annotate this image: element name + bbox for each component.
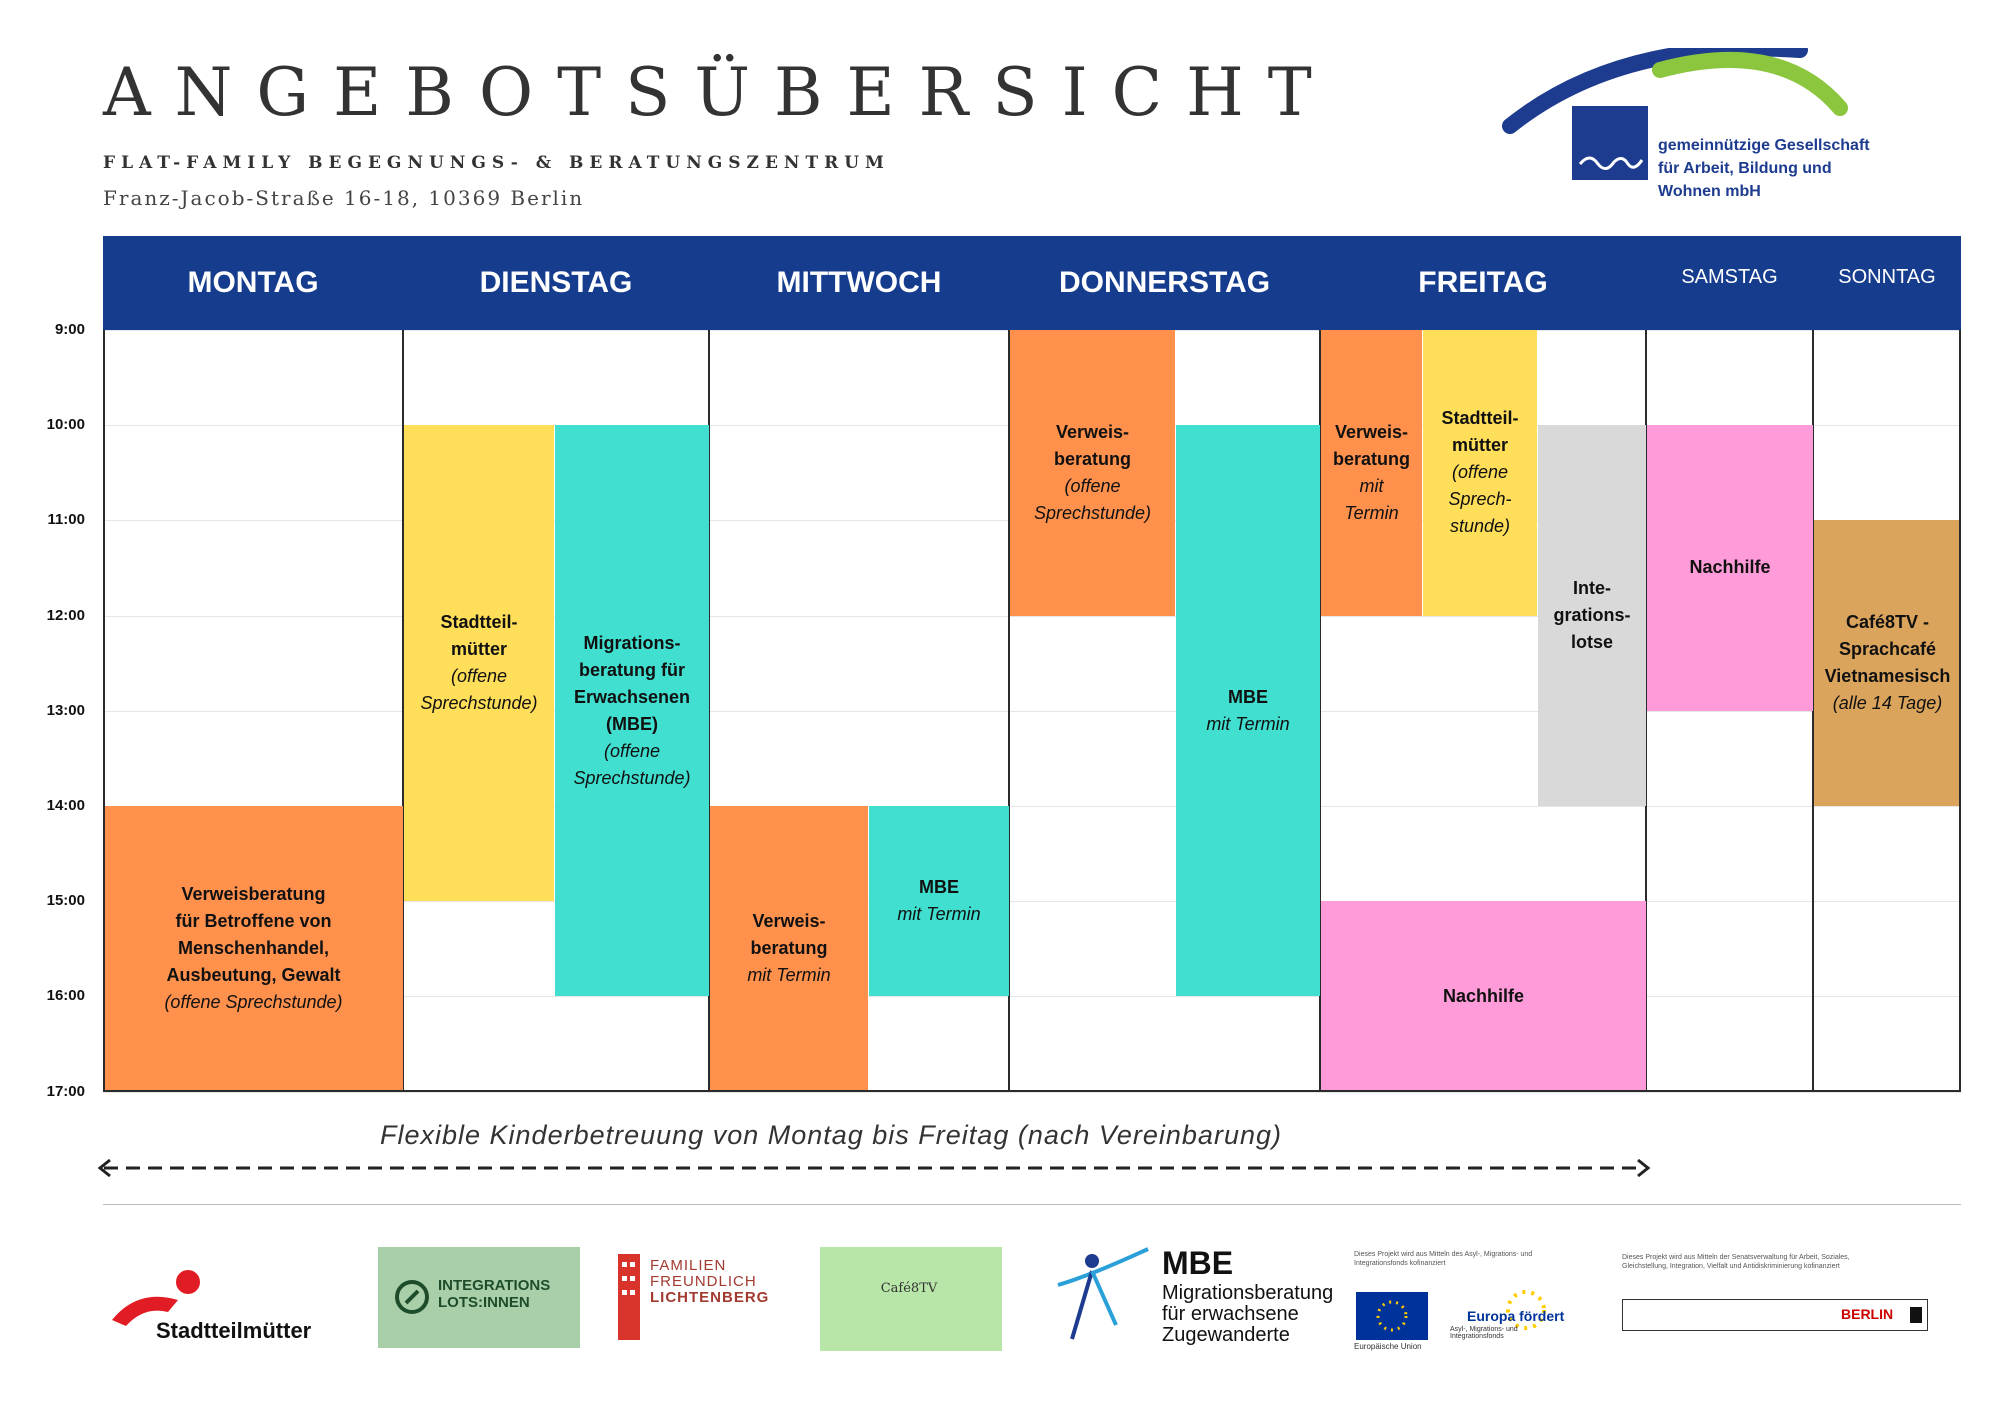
offer-title: MBE (1228, 686, 1268, 707)
offer-title: Café8TV - Sprachcafé Vietnamesisch (1824, 612, 1951, 687)
day-header-sonntag: SONNTAG (1813, 236, 1961, 330)
time-tick-label: 13:00 (46, 701, 85, 719)
offer-title: Verweis- beratung (1053, 421, 1131, 469)
time-tick-label: 17:00 (46, 1082, 85, 1100)
offer-note: mit Termin (897, 904, 981, 925)
day-header-samstag: SAMSTAG (1646, 236, 1816, 330)
time-tick-label: 15:00 (46, 892, 85, 910)
double-arrow-icon (96, 1156, 1652, 1180)
mbe-text: Migrationsberatung für erwachsene Zugewanderte (1162, 1282, 1334, 1346)
address: Franz-Jacob-Straße 16-18, 10369 Berlin (103, 186, 585, 210)
integrationslotsen-text: INTEGRATIONS LOTS:INNEN (438, 1277, 551, 1311)
berlin-note: Dieses Projekt wird aus Mitteln der Senatsverwaltung für Arbeit, Soziales, Gleichstellung, Integration, Vielfalt und Antidiskriminierung kofinanziert (1622, 1254, 1850, 1270)
europa-foerdert-sub: Asyl-, Migrations- und Integrationsfonds (1450, 1326, 1518, 1340)
berlin-funding-logo (1620, 1253, 1930, 1333)
offer-title: MBE (919, 877, 959, 898)
time-tick-label: 10:00 (46, 416, 85, 434)
offer-title: Inte- grations- lotse (1553, 578, 1631, 653)
offer-note: (offene Sprechstunde) (164, 992, 343, 1013)
offer-block (1321, 901, 1646, 1091)
page-title: ANGEBOTSÜBERSICHT (103, 54, 1336, 131)
day-header-mittwoch: MITTWOCH (709, 236, 1012, 330)
offer-note: (offene Sprechstunde) (573, 740, 691, 788)
eu-note: Dieses Projekt wird aus Mitteln des Asyl-, Migrations- und Integrationsfonds kofinanziert (1354, 1251, 1533, 1267)
person-icon (1052, 1245, 1152, 1345)
offer-title: Verweis- beratung (750, 911, 828, 959)
stadtteilmuetter-logo (108, 1268, 348, 1358)
weekly-schedule (103, 236, 1961, 1096)
building-icon (614, 1254, 644, 1344)
offer-note: (offene Sprechstunde) (1033, 475, 1152, 523)
time-tick-label: 9:00 (54, 321, 85, 338)
day-header-freitag: FREITAG (1320, 236, 1649, 330)
offer-note: (offene Sprechstunde) (420, 666, 538, 714)
offer-block (404, 425, 554, 901)
familienfreundlich-logo (614, 1254, 774, 1344)
offer-block (1814, 520, 1961, 806)
offer-note: (offene Sprech- stunde) (1448, 462, 1512, 537)
day-header-donnerstag: DONNERSTAG (1009, 236, 1323, 330)
day-header-montag: MONTAG (103, 236, 406, 330)
familienfreundlich-text (650, 1258, 769, 1306)
offer-note: (alle 14 Tage) (1832, 693, 1943, 714)
offer-title: Verweisberatung für Betroffene von Menschenhandel, Ausbeutung, Gewalt (166, 884, 341, 986)
time-tick-label: 11:00 (47, 511, 85, 529)
time-tick-label: 14:00 (46, 797, 85, 814)
hour-line (103, 711, 1961, 712)
offer-note: mit Termin (1206, 713, 1290, 734)
familien-line2: FREUNDLICH (650, 1273, 757, 1290)
familien-line3: LICHTENBERG (650, 1289, 770, 1306)
offer-title: Nachhilfe (1689, 557, 1771, 578)
hour-line (103, 1092, 1961, 1093)
offer-title: Stadtteil- mütter (1441, 408, 1519, 456)
eu-funding-logo (1352, 1250, 1572, 1350)
eu-flag-icon (1356, 1292, 1428, 1340)
mbe-title: MBE (1162, 1245, 1234, 1281)
offer-block (555, 425, 709, 996)
offer-block (1423, 330, 1537, 616)
offer-block (1321, 330, 1422, 616)
time-tick-label: 16:00 (46, 987, 85, 1005)
offer-title: Verweis- beratung (1332, 421, 1410, 469)
page-subtitle: FLAT-FAMILY BEGEGNUNGS- & BERATUNGSZENTRUM (103, 153, 890, 173)
day-header-dienstag: DIENSTAG (403, 236, 712, 330)
familien-line1: FAMILIEN (650, 1257, 727, 1274)
offer-title: Nachhilfe (1442, 985, 1525, 1006)
childcare-note: Flexible Kinderbetreuung von Montag bis Freitag (nach Vereinbarung) (380, 1120, 1282, 1150)
berlin-bear-icon (1906, 1303, 1926, 1327)
offer-block (1538, 425, 1646, 806)
offer-title: Stadtteil- mütter (440, 612, 518, 660)
compass-icon (392, 1277, 432, 1317)
integrationslotsen-logo (378, 1247, 580, 1348)
mbe-logo (1052, 1245, 1342, 1345)
berlin-label: BERLIN (1841, 1306, 1894, 1322)
offer-title: Migrations- beratung für Erwachsenen (MBE) (573, 632, 691, 734)
offer-block (710, 806, 868, 1092)
stadtteilmuetter-text: Stadtteilmütter (156, 1318, 312, 1343)
offer-block (104, 806, 403, 1092)
eu-label: Europäische Union (1354, 1342, 1422, 1351)
cafe8tv-text: Café8TV (880, 1281, 938, 1296)
offer-block (1010, 330, 1175, 616)
offer-note: mit Termin (1344, 475, 1399, 523)
time-tick-label: 12:00 (46, 606, 85, 624)
offer-block (1176, 425, 1320, 996)
offer-block (1647, 425, 1813, 711)
cafe8tv-logo (820, 1247, 1002, 1351)
europa-foerdert: Europa fördert (1467, 1308, 1565, 1324)
offer-note: mit Termin (747, 965, 831, 986)
offer-block (869, 806, 1009, 996)
footer-divider (103, 1204, 1961, 1205)
logo-text: gemeinnützige Gesellschaft für Arbeit, Bildung und Wohnen mbH (1658, 137, 1870, 200)
